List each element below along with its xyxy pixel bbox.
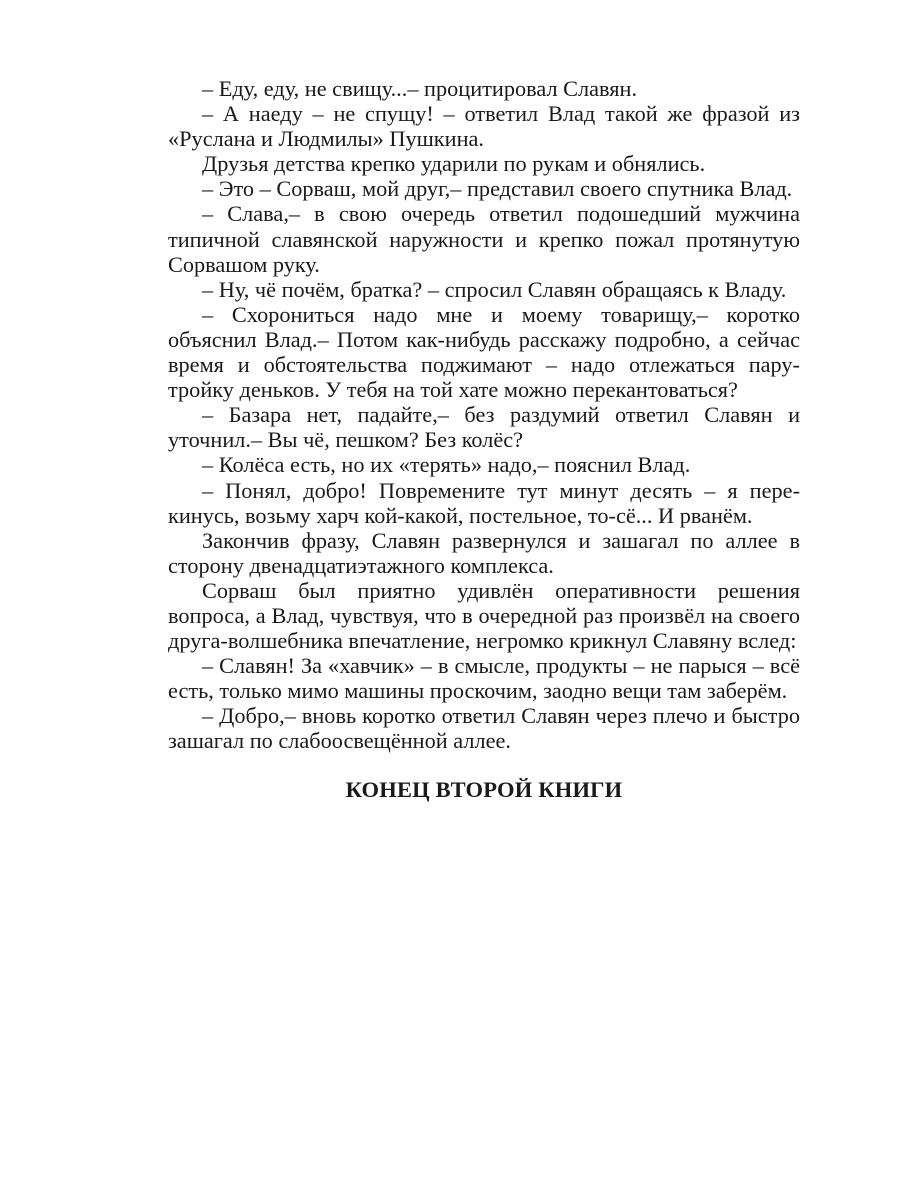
paragraph-1: – Еду, еду, не свищу...– процитировал Славян. — [202, 76, 638, 101]
book-ending-title: КОНЕЦ ВТОРОЙ КНИГИ — [345, 776, 623, 802]
paragraph-5: – Слава,– в свою очередь ответил подошедший мужчина типичной славянской наружности и крепко пожал протянутую Сорвашом руку. — [168, 201, 800, 277]
paragraph-13: – Славян! За «хавчик» – в смысле, продукты – не парыся – всё есть, только мимо машины проскочим, заодно вещи там заберём. — [168, 653, 800, 704]
paragraph-4: – Это – Сорваш, мой друг,– представил своего спутника Влад. — [202, 176, 793, 202]
paragraph-3: Друзья детства крепко ударили по рукам и обнялись. — [202, 151, 706, 177]
paragraph-14: – Добро,– вновь коротко ответил Славян через плечо и быстро зашагал по слабоосвещённой аллее. — [168, 703, 800, 754]
paragraph-7: – Схорониться надо мне и моему товарищу,– коротко объяснил Влад.– Потом как-нибудь расскажу подробно, а сейчас время и обстоятельства поджимают – надо отлежаться пару-тройку деньков. У тебя на той хате можно перекантоваться? — [168, 301, 800, 403]
paragraph-8: – Базара нет, падайте,– без раздумий ответил Славян и уточнил.– Вы чё, пешком? Без колёс? — [168, 402, 800, 453]
paragraph-10: – Понял, добро! Повремените тут минут десять – я перекинусь, возьму харч кой-какой, постельное, то-сё... И рванём. — [168, 477, 800, 528]
paragraph-11: Закончив фразу, Славян развернулся и зашагал по аллее в сторону двенадцатиэтажного комплекса. — [168, 527, 800, 578]
paragraph-2: – А наеду – не спущу! – ответил Влад такой же фразой из «Руслана и Людмилы» Пушкина. — [168, 101, 800, 152]
paragraph-12: Сорваш был приятно удивлён оперативности решения вопроса, а Влад, чувствуя, что в очередной раз произвёл на своего друга-волшебника впечатление, негромко крикнул Славяну вслед: — [168, 577, 800, 654]
paragraph-9: – Колёса есть, но их «терять» надо,– пояснил Влад. — [202, 452, 691, 478]
paragraph-6: – Ну, чё почём, братка? – спросил Славян обращаясь к Владу. — [202, 276, 787, 302]
book-page — [168, 76, 800, 802]
